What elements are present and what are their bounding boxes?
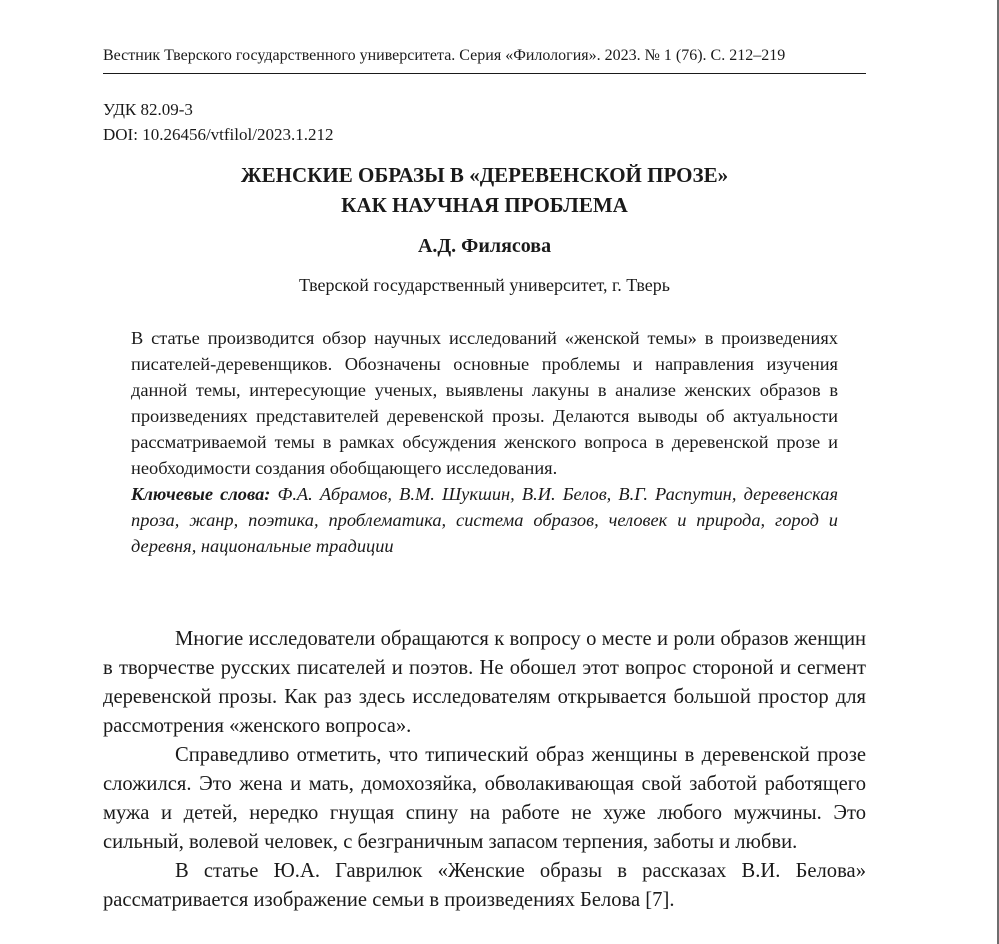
body-paragraph: Справедливо отметить, что типический образ женщины в деревенской прозе сложился. Это жена и мать, домохозяйка, обволакивающая свой заботой работящего мужа и детей, нередко гнущая спину на работе не хуже любого мужчины. Это сильный, волевой человек, с безграничным запасом терпения, заботы и любви. xyxy=(103,744,866,853)
abstract-text: В статье производится обзор научных исследований «женской темы» в произведениях писателей-деревенщиков. Обозначены основные проблемы и направления изучения данной темы, интересующие ученых, выявлены лакуны в анализе женских образов в произведениях представителей деревенской прозы. Делаются выводы об актуальности рассматриваемой темы в рамках обсуждения женского вопроса в деревенской прозе и необходимости создания обобщающего исследования. xyxy=(131,328,838,478)
author-affiliation: Тверской государственный университет, г. Тверь xyxy=(299,275,670,295)
title-line-2: КАК НАУЧНАЯ ПРОБЛЕМА xyxy=(341,193,628,217)
title-line-1: ЖЕНСКИЕ ОБРАЗЫ В «ДЕРЕВЕНСКОЙ ПРОЗЕ» xyxy=(240,163,729,187)
doi: DOI: 10.26456/vtfilol/2023.1.212 xyxy=(103,125,334,144)
article-body xyxy=(103,625,866,915)
article-title xyxy=(103,160,866,220)
running-head: Вестник Тверского государственного университета. Серия «Филология». 2023. № 1 (76). С. 212–219 xyxy=(103,47,786,64)
body-paragraph: Многие исследователи обращаются к вопросу о месте и роли образов женщин в творчестве русских писателей и поэтов. Не обошел этот вопрос стороной и сегмент деревенской прозы. Как раз здесь исследователям открывается большой простор для рассмотрения «женского вопроса». xyxy=(103,628,866,737)
header-rule xyxy=(103,73,866,74)
author-name: А.Д. Филясова xyxy=(417,235,552,257)
article-meta xyxy=(103,97,333,147)
keywords-label: Ключевые слова: xyxy=(131,484,271,504)
keywords-list: Ф.А. Абрамов, В.М. Шукшин, В.И. Белов, В.Г. Распутин, деревенская проза, жанр, поэтика, проблематика, система образов, человек и природа, город и деревня, национальные традиции xyxy=(131,484,838,556)
udc-code: УДК 82.09-3 xyxy=(103,100,193,119)
keywords xyxy=(131,481,838,559)
body-paragraph: В статье Ю.А. Гаврилюк «Женские образы в рассказах В.И. Белова» рассматривается изображение семьи в произведениях Белова [7]. xyxy=(103,860,866,911)
abstract xyxy=(131,325,838,559)
